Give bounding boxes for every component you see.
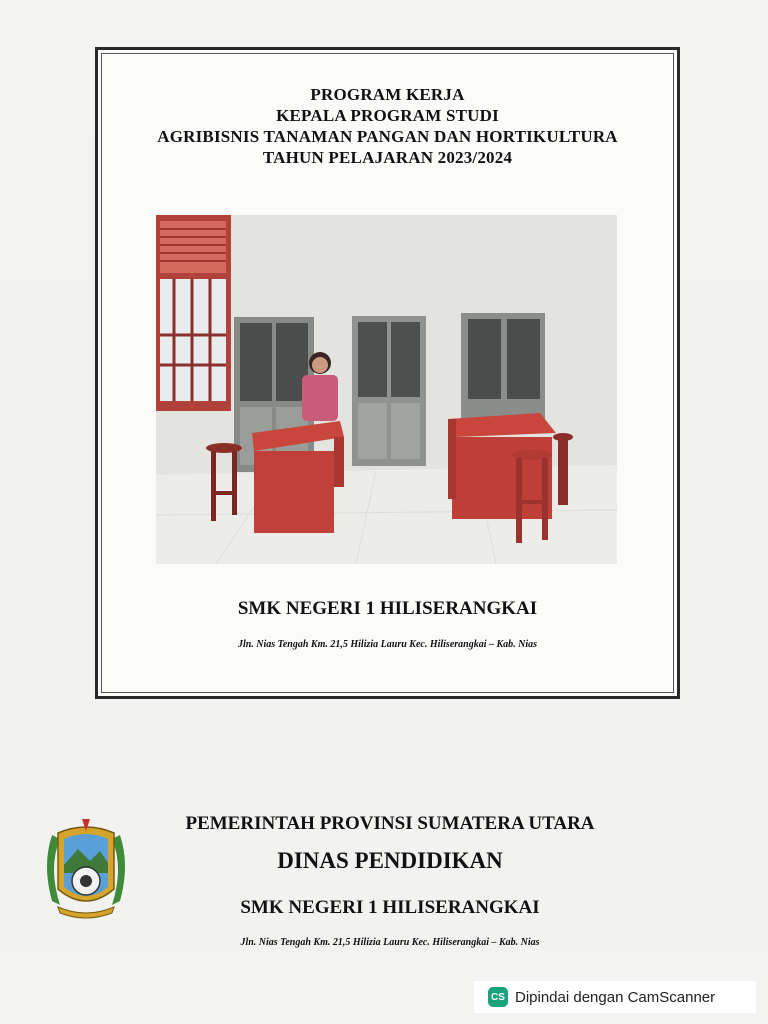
letterhead-school-name: SMK NEGERI 1 HILISERANGKAI: [240, 897, 540, 918]
scan-watermark: [6, 420, 20, 550]
letterhead-address: Jln. Nias Tengah Km. 21,5 Hilizia Lauru Kec. Hiliserangkai – Kab. Nias: [240, 937, 540, 948]
cover-address: Jln. Nias Tengah Km. 21,5 Hilizia Lauru Kec. Hiliserangkai – Kab. Nias: [237, 639, 538, 650]
classroom-photo: [156, 215, 617, 564]
camscanner-badge[interactable]: [474, 981, 756, 1013]
cover-title-line: AGRIBISNIS TANAMAN PANGAN DAN HORTIKULTURA: [157, 127, 618, 146]
cover-title: [98, 84, 677, 168]
camscanner-text: Dipindai dengan CamScanner: [515, 988, 716, 1006]
cover-school-name: SMK NEGERI 1 HILISERANGKAI: [237, 598, 538, 619]
north-sumatra-emblem-icon: [38, 815, 134, 923]
letterhead-government: PEMERINTAH PROVINSI SUMATERA UTARA: [185, 813, 595, 834]
cover-frame: [95, 47, 680, 699]
letterhead-department: DINAS PENDIDIKAN: [277, 848, 503, 873]
cover-title-line: KEPALA PROGRAM STUDI: [276, 106, 499, 125]
cover-title-line: PROGRAM KERJA: [310, 85, 465, 104]
classroom-photo-drawing: [156, 215, 617, 564]
cover-title-line: TAHUN PELAJARAN 2023/2024: [262, 148, 513, 167]
camscanner-icon: CS: [488, 987, 508, 1007]
